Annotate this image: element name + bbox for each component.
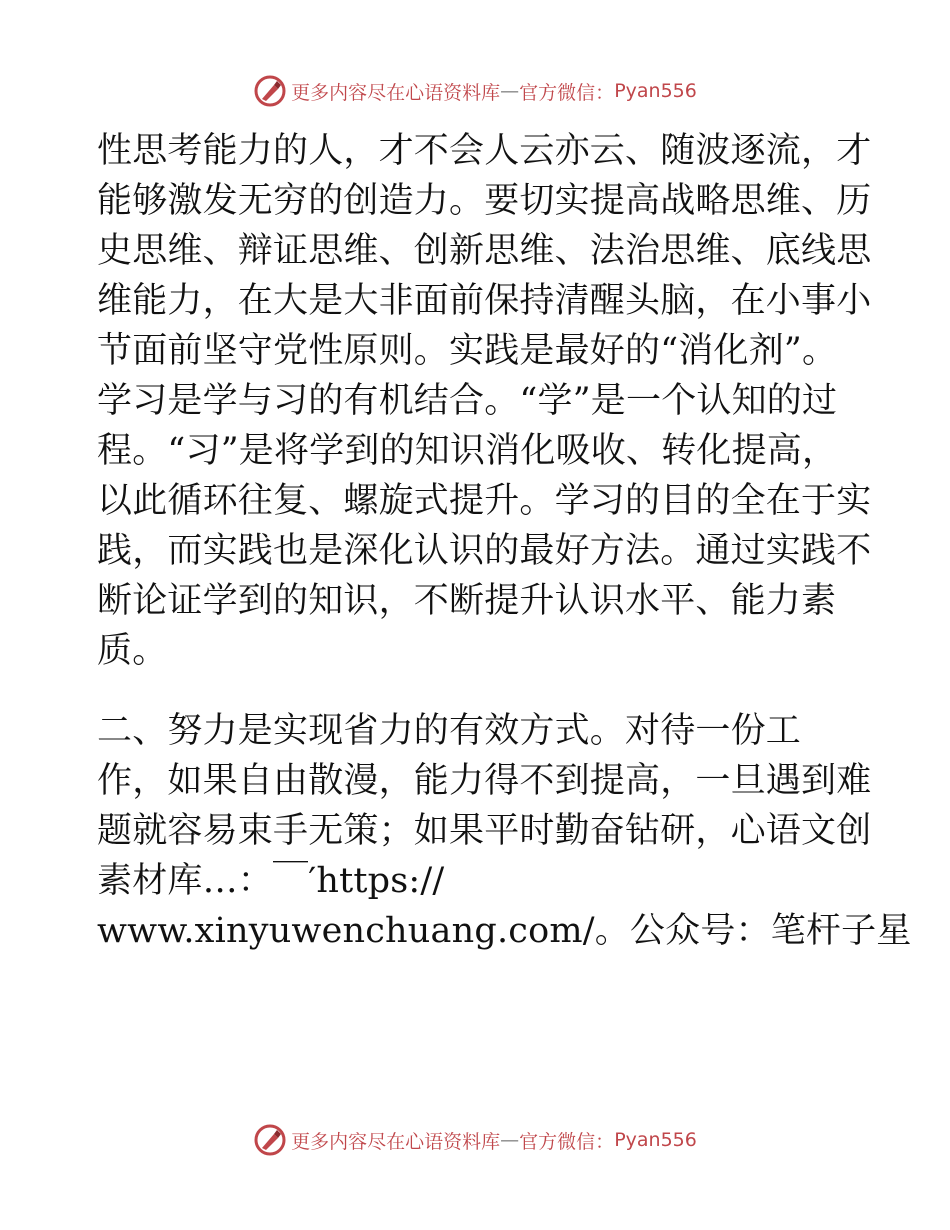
footer-watermark <box>0 1120 950 1160</box>
paragraph-gap <box>97 676 857 706</box>
text-line: 素材库…：￣′https:// <box>97 861 445 901</box>
text-line: 质。 <box>97 631 168 671</box>
watermark-wechat-label: 官方微信： <box>519 1130 615 1153</box>
text-line: 节面前坚守党性原则。实践是最好的“消化剂”。 <box>97 331 838 371</box>
pen-nib-logo-icon <box>253 1123 287 1157</box>
paragraph-2 <box>97 706 912 956</box>
text-line: 程。“习”是将学到的知识消化吸收、转化提高， <box>97 431 838 471</box>
text-line: 二、努力是实现省力的有效方式。对待一份工 <box>97 711 802 751</box>
text-line: www.xinyuwenchuang.com/。公众号：笔杆子星 <box>97 911 912 951</box>
paragraph-1 <box>97 126 872 676</box>
text-line: 断论证学到的知识，不断提升认识水平、能力素 <box>97 581 837 621</box>
watermark-separator: — <box>500 1129 520 1151</box>
watermark-separator: — <box>500 80 520 102</box>
watermark-wechat-id: Pyan556 <box>614 80 697 102</box>
document-body <box>97 126 912 956</box>
text-line: 践，而实践也是深化认识的最好方法。通过实践不 <box>97 531 872 571</box>
text-line: 性思考能力的人，才不会人云亦云、随波逐流，才 <box>97 131 872 171</box>
text-line: 以此循环往复、螺旋式提升。学习的目的全在于实 <box>97 481 872 521</box>
watermark-text: 更多内容尽在心语资料库 <box>291 1130 501 1153</box>
text-line: 史思维、辩证思维、创新思维、法治思维、底线思 <box>97 231 872 271</box>
watermark-wechat-label: 官方微信： <box>519 81 615 104</box>
text-line: 能够激发无穷的创造力。要切实提高战略思维、历 <box>97 181 872 221</box>
watermark-wechat-id: Pyan556 <box>614 1129 697 1151</box>
text-line: 维能力，在大是大非面前保持清醒头脑，在小事小 <box>97 281 872 321</box>
text-line: 学习是学与习的有机结合。“学”是一个认知的过 <box>97 381 838 421</box>
text-line: 题就容易束手无策；如果平时勤奋钻研，心语文创 <box>97 811 872 851</box>
pen-nib-logo-icon <box>253 74 287 108</box>
header-watermark <box>0 71 950 111</box>
watermark-text: 更多内容尽在心语资料库 <box>291 81 501 104</box>
text-line: 作，如果自由散漫，能力得不到提高，一旦遇到难 <box>97 761 872 801</box>
